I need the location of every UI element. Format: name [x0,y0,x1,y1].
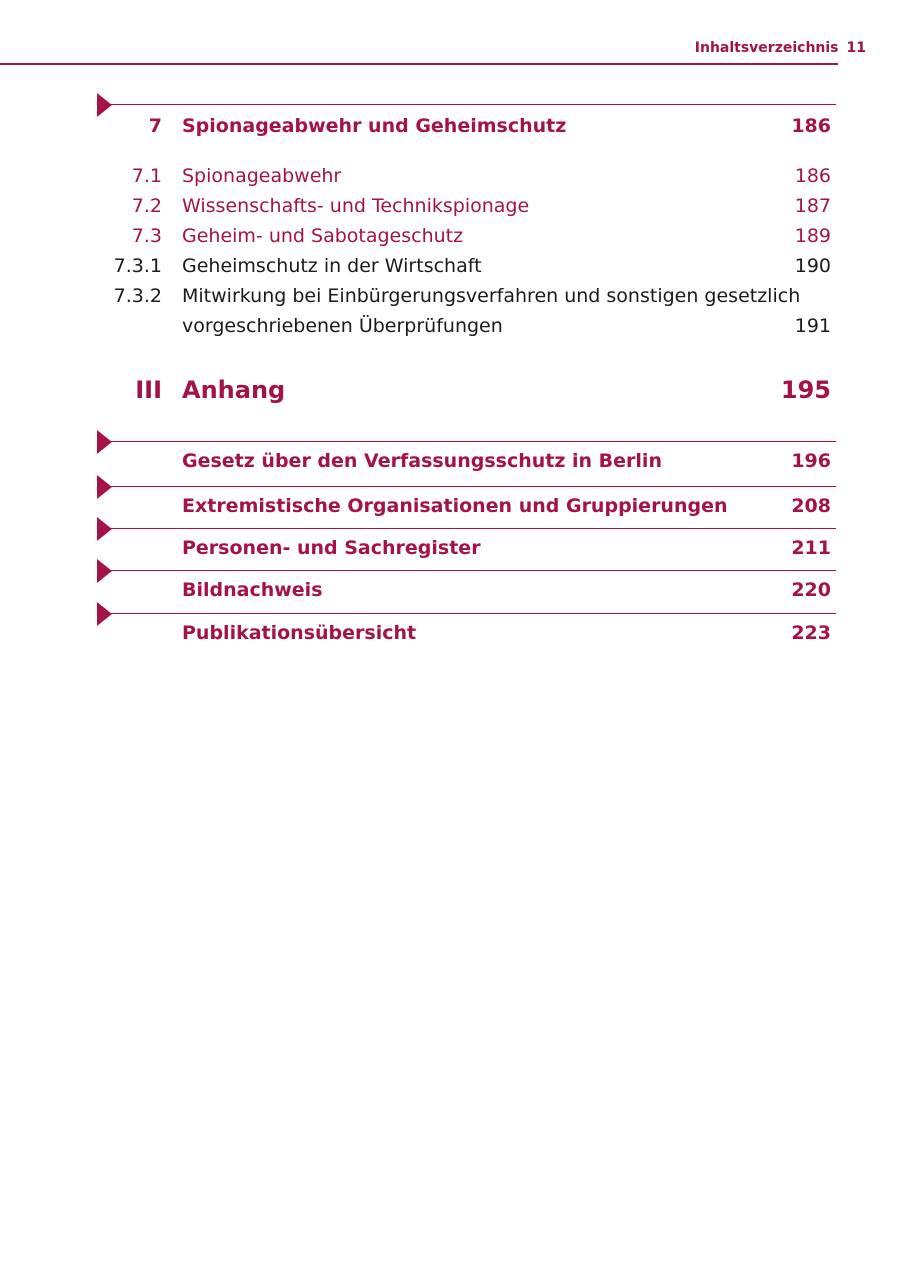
toc-entry-part-3[interactable] [0,375,900,405]
toc-entry-title: Mitwirkung bei Einbürgerungsverfahren und sonstigen gesetzlich [182,285,801,307]
toc-entry-number: III [135,376,162,404]
toc-entry-page: 195 [780,376,831,404]
toc-entry-number: 7.3 [131,225,162,247]
toc-entry-number: 7.3.2 [113,285,162,307]
toc-entry-page: 186 [794,165,831,187]
toc-entry-7-2[interactable] [0,191,900,221]
toc-entry-appendix-credits[interactable] [0,575,900,605]
toc-entry-7-3[interactable] [0,221,900,251]
toc-entry-appendix-organisations[interactable] [0,491,900,521]
toc-entry-7-3-2-continued[interactable] [0,311,900,341]
toc-entry-appendix-publications[interactable] [0,618,900,648]
section-rule [106,441,836,442]
toc-entry-title: Gesetz über den Verfassungsschutz in Berlin [182,450,662,472]
toc-entry-number: 7.3.1 [113,255,162,277]
toc-entry-chapter-7[interactable] [0,111,900,141]
section-rule [106,486,836,487]
toc-entry-page: 190 [794,255,831,277]
section-rule [106,104,836,105]
toc-entry-number: 7.2 [131,195,162,217]
section-rule [106,613,836,614]
toc-entry-title: Spionageabwehr [182,165,342,187]
toc-entry-number: 7.1 [131,165,162,187]
toc-entry-page: 186 [791,115,831,137]
toc-entry-page: 220 [791,579,831,601]
toc-entry-appendix-law[interactable] [0,446,900,476]
toc-entry-page: 223 [791,622,831,644]
toc-entry-page: 211 [791,537,831,559]
toc-entry-number: 7 [148,115,162,137]
section-rule [106,528,836,529]
toc-entry-page: 208 [791,495,831,517]
toc-entry-title: Personen- und Sachregister [182,537,481,559]
toc-entry-title: Wissenschafts- und Technikspionage [182,195,530,217]
toc-entry-title: Spionageabwehr und Geheimschutz [182,115,567,137]
toc-entry-title: Geheimschutz in der Wirtschaft [182,255,482,277]
toc-entry-page: 196 [791,450,831,472]
toc-entry-title-continued: vorgeschriebenen Überprüfungen [182,315,503,337]
toc-entry-title: Extremistische Organisationen und Gruppierungen [182,495,728,517]
toc-entry-page: 187 [794,195,831,217]
toc-entry-7-3-1[interactable] [0,251,900,281]
header-rule [0,63,838,65]
toc-entry-7-1[interactable] [0,161,900,191]
toc-entry-title: Bildnachweis [182,579,323,601]
toc-entry-appendix-register[interactable] [0,533,900,563]
running-header-title: Inhaltsverzeichnis [694,40,839,56]
toc-entry-7-3-2[interactable] [0,281,900,311]
section-rule [106,570,836,571]
toc-entry-page: 191 [794,315,831,337]
page-number: 11 [846,40,866,56]
toc-entry-page: 189 [794,225,831,247]
running-header [695,40,866,56]
toc-entry-title: Anhang [182,376,286,404]
toc-entry-title: Publikationsübersicht [182,622,417,644]
toc-entry-title: Geheim- und Sabotageschutz [182,225,464,247]
